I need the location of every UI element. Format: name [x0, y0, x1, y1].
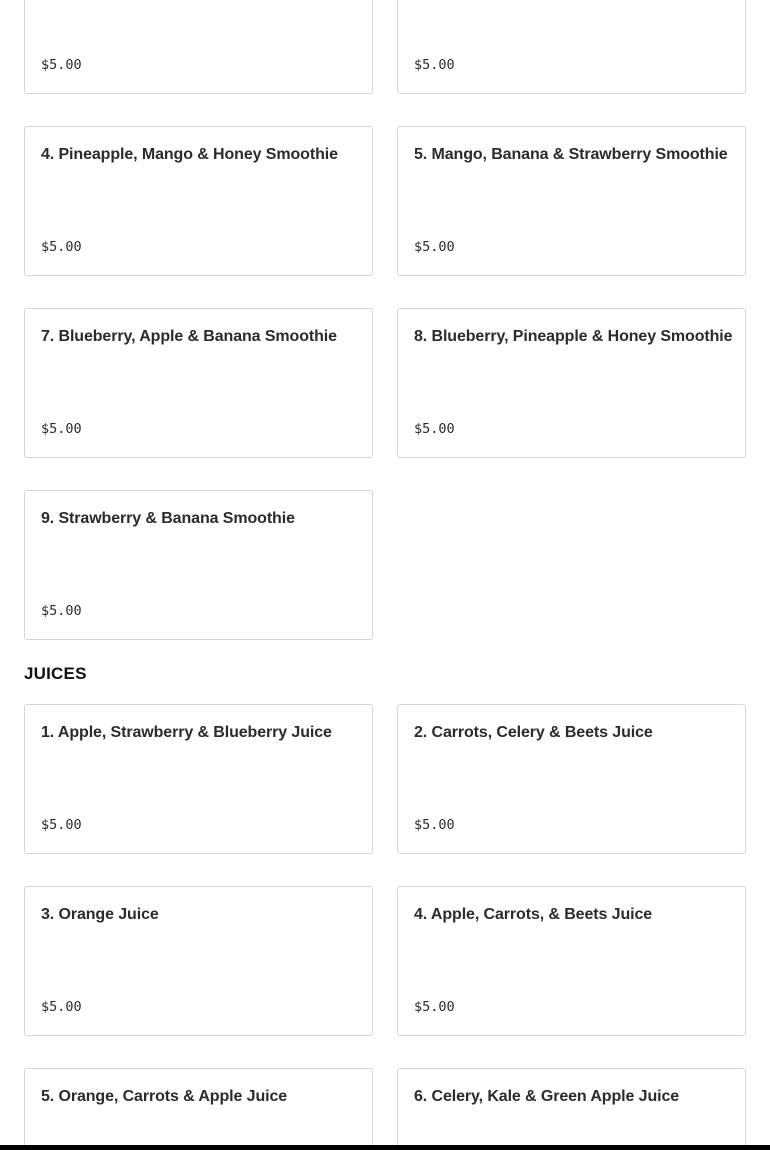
menu-item-name: 6. Celery, Kale & Green Apple Juice [414, 1088, 680, 1105]
menu-item-price: $5.00 [41, 57, 82, 73]
menu-item-name: 1. Apple, Strawberry & Blueberry Juice [41, 724, 332, 741]
menu-item-card[interactable] [397, 1068, 746, 1150]
menu-item-name: 4. Pineapple, Mango & Honey Smoothie [41, 146, 338, 163]
menu-item-card[interactable] [397, 126, 746, 276]
menu-item-card[interactable] [397, 308, 746, 458]
menu-item-card[interactable] [24, 126, 373, 276]
menu-item-price: $5.00 [414, 421, 455, 437]
menu-item-card[interactable] [24, 886, 373, 1036]
menu-item-card[interactable] [397, 704, 746, 854]
menu-item-card[interactable] [397, 0, 746, 94]
menu-item-price: $5.00 [41, 421, 82, 437]
menu-item-name: 8. Blueberry, Pineapple & Honey Smoothie [414, 328, 733, 345]
menu-item-price: $5.00 [414, 999, 455, 1015]
menu-item-card[interactable] [24, 0, 373, 94]
menu-item-price: $5.00 [41, 999, 82, 1015]
menu-item-price: $5.00 [41, 603, 82, 619]
menu-item-name: 7. Blueberry, Apple & Banana Smoothie [41, 328, 337, 345]
menu-item-price: $5.00 [414, 239, 455, 255]
menu-item-name: 4. Apple, Carrots, & Beets Juice [414, 906, 653, 923]
bottom-bar [0, 1145, 770, 1150]
menu-item-price: $5.00 [41, 817, 82, 833]
menu-item-card[interactable] [24, 704, 373, 854]
section-title-juices: JUICES [24, 664, 87, 683]
menu-item-price: $5.00 [414, 817, 455, 833]
menu-item-card[interactable] [397, 886, 746, 1036]
menu-item-card[interactable] [24, 1068, 373, 1150]
menu-item-card[interactable] [24, 308, 373, 458]
menu-item-name: 9. Strawberry & Banana Smoothie [41, 510, 295, 527]
menu-item-card[interactable] [24, 490, 373, 640]
menu-item-name: 5. Orange, Carrots & Apple Juice [41, 1088, 288, 1105]
menu-item-name: 2. Carrots, Celery & Beets Juice [414, 724, 653, 741]
menu-item-price: $5.00 [414, 57, 455, 73]
menu-item-price: $5.00 [41, 239, 82, 255]
menu-item-name: 5. Mango, Banana & Strawberry Smoothie [414, 146, 728, 163]
menu-item-name: 3. Orange Juice [41, 906, 159, 923]
